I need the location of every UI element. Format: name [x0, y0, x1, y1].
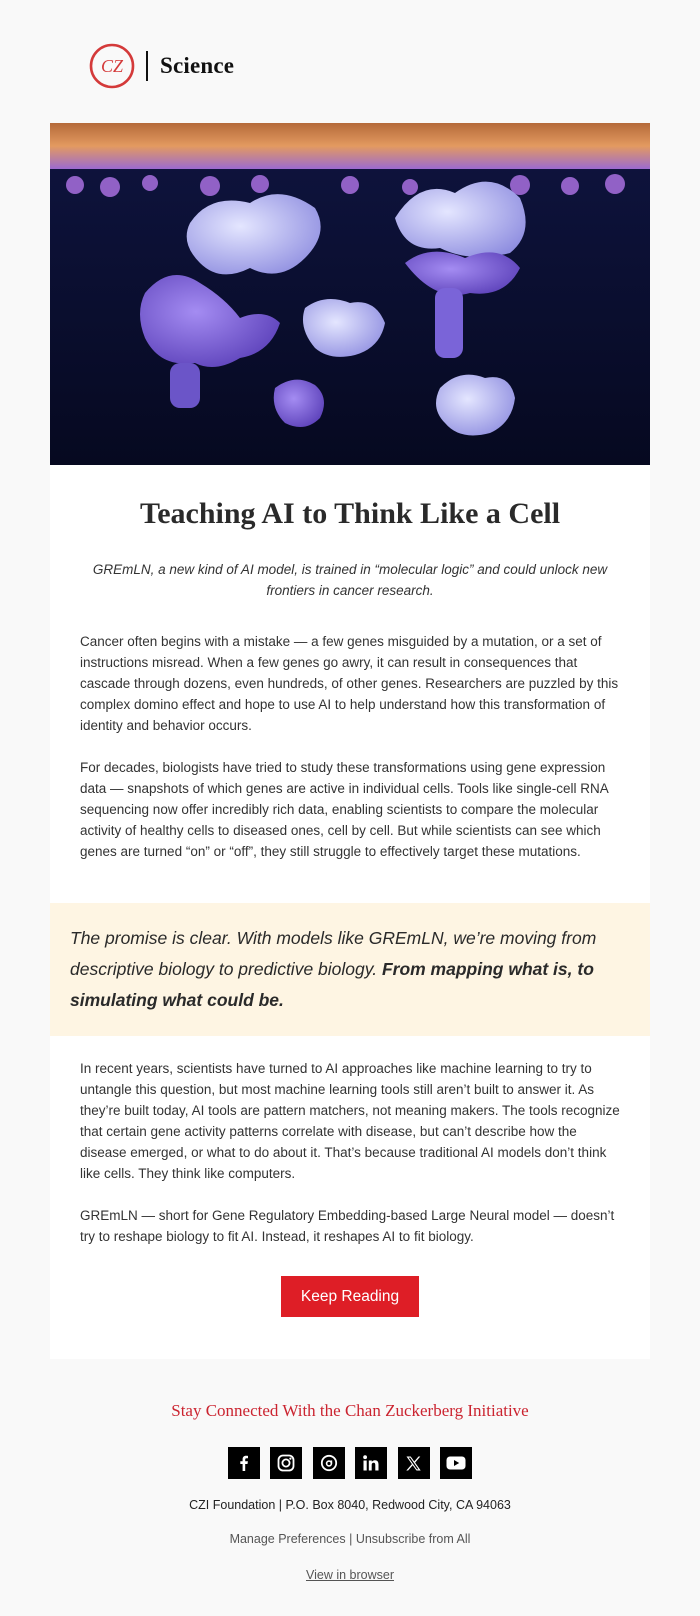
manage-preferences-link[interactable]: Manage Preferences [229, 1532, 346, 1546]
social-links [228, 1447, 472, 1479]
article-subtitle: GREmLN, a new kind of AI model, is trained in “molecular logic” and could unlock new frontiers in cancer research. [92, 562, 608, 598]
svg-text:CZ: CZ [100, 56, 124, 76]
unsubscribe-link[interactable]: Unsubscribe from All [355, 1532, 471, 1546]
facebook-icon[interactable] [228, 1447, 260, 1479]
quote-emphasis: From mapping what is, to simulating what could be. [70, 959, 594, 1010]
instagram-icon[interactable] [270, 1447, 302, 1479]
prefs-separator: | [345, 1532, 356, 1546]
logo-divider [146, 51, 148, 81]
paragraph-2: For decades, biologists have tried to study these transformations using gene expression data — snapshots of which genes are active in individual cells. Tools like single-cell RNA sequencing now offer incredibly rich data, enabling scientists to compare the molecular activity of healthy cells to diseased ones, cell by cell. But while scientists can see which genes are turned “on” or “off”, they still struggle to effectively target these mutations. [80, 760, 609, 859]
header [88, 43, 234, 89]
czi-logo-icon[interactable] [88, 42, 136, 90]
pull-quote [50, 903, 650, 1036]
logo-text: Science [160, 53, 235, 78]
linkedin-icon[interactable] [355, 1447, 387, 1479]
x-icon[interactable] [398, 1447, 430, 1479]
article-card [50, 123, 650, 1359]
threads-icon[interactable] [313, 1447, 345, 1479]
footer-title: Stay Connected With the Chan Zuckerberg Initiative [171, 1401, 529, 1420]
view-in-browser-link[interactable]: View in browser [305, 1568, 394, 1582]
youtube-icon[interactable] [440, 1447, 472, 1479]
footer-view-in-browser [0, 1568, 700, 1582]
article-title: Teaching AI to Think Like a Cell [139, 497, 561, 530]
footer-address: CZI Foundation | P.O. Box 8040, Redwood City, CA 94063 [189, 1498, 511, 1512]
hero-image [50, 123, 650, 465]
keep-reading-button[interactable]: Keep Reading [281, 1276, 419, 1317]
footer-preferences [0, 1532, 700, 1546]
paragraph-4: GREmLN — short for Gene Regulatory Embedding-based Large Neural model — doesn’t try to reshape biology to fit AI. Instead, it reshapes AI to fit biology. [80, 1208, 615, 1244]
paragraph-3: In recent years, scientists have turned to AI approaches like machine learning to try to untangle this question, but most machine learning tools still aren’t built to answer it. As they’re built today, AI tools are pattern matchers, not meaning makers. The tools recognize that certain gene activity patterns correlate with disease, but can’t describe how the disease emerged, or what to do about it. That’s because traditional AI models don’t think like cells. They think like computers. [80, 1061, 620, 1181]
paragraph-1: Cancer often begins with a mistake — a few genes misguided by a mutation, or a set of instructions misread. When a few genes go awry, it can result in consequences that cascade through dozens, even hundreds, of other genes. Researchers are puzzled by this complex domino effect and hope to use AI to help understand how this transformation of identity and behavior occurs. [80, 634, 619, 733]
quote-text: The promise is clear. With models like GREmLN, we’re moving from descriptive biology to predictive biology. [70, 928, 597, 979]
